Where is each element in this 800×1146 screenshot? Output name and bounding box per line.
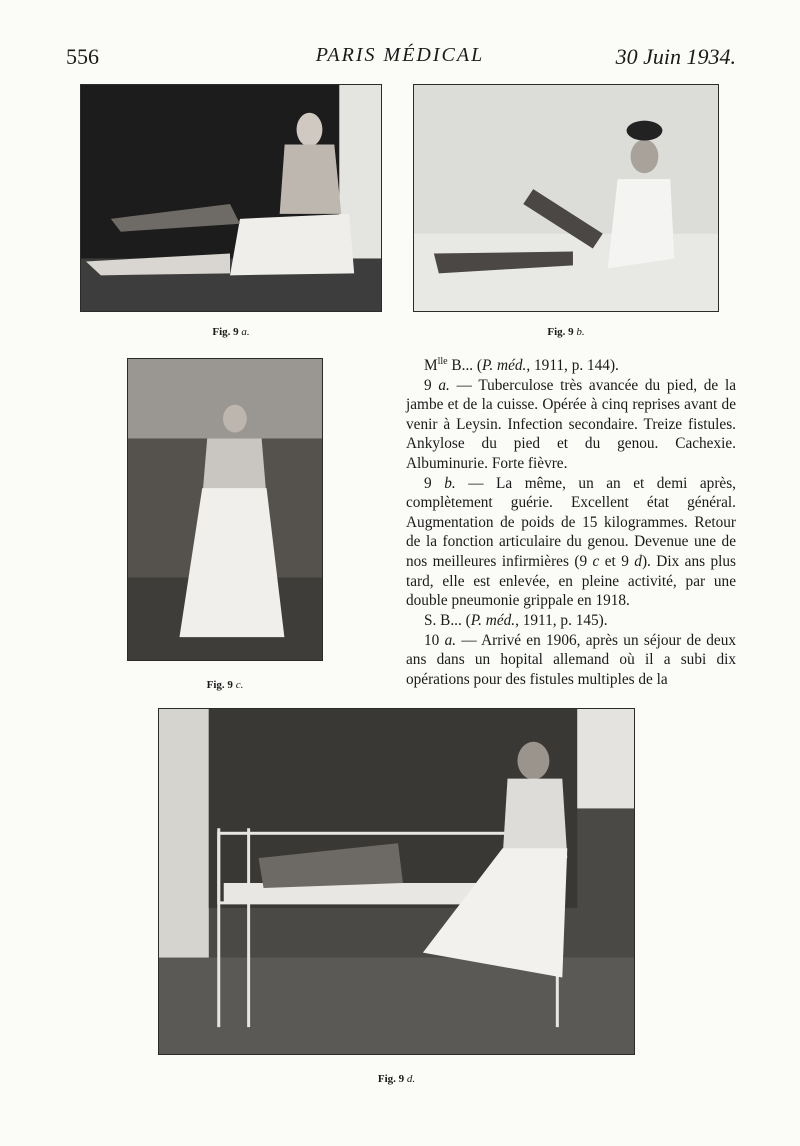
fig-9a-caption: Fig. 9 a. xyxy=(212,326,250,338)
fig-9c-photograph xyxy=(127,358,323,661)
case-1-paragraph-a: 9 a. — Tuberculose très avancée du pied, de la jambe et de la cuisse. Opérée à cinq reprises avant de venir à Leysin. Infection secondaire. Treize fistules. Ankylose du pied et du genou. Cachexie. Albuminurie. Forte fièvre. xyxy=(406,376,736,473)
running-title: PARIS MÉDICAL xyxy=(315,44,485,66)
case-2-paragraph-a: 10 a. — Arrivé en 1906, après un séjour de deux ans dans un hopital allemand où il a subi dix opérations pour des fistules multiples de la xyxy=(406,631,737,688)
fig-9d-photograph xyxy=(158,708,635,1055)
case-2-text xyxy=(406,611,736,689)
fig-9b-photograph xyxy=(413,84,719,312)
fig-9c-caption: Fig. 9 c. xyxy=(206,679,244,691)
fig-9d-caption: Fig. 9 d. xyxy=(377,1073,416,1085)
fig-9b-caption: Fig. 9 b. xyxy=(547,326,585,338)
case-1-text xyxy=(406,352,736,611)
fig-9a-photograph xyxy=(80,84,382,312)
case-1-paragraph-b: 9 b. — La même, un an et demi après, complètement guérie. Excellent état général. Augmentation de poids de 15 kilogrammes. Retour de la fonction articulaire du genou. Devenue une de nos meilleures infirmières (9 c et 9 d). Dix ans plus tard, elle est enlevée, en pleine activité, par une double pneumonie grippale en 1918. xyxy=(406,474,736,610)
issue-date: 30 Juin 1934. xyxy=(615,44,736,69)
case-1-heading: $M^{lle}$ B... (P. méd., 1911, p. 144). xyxy=(424,356,619,375)
page-number: 556 xyxy=(66,44,99,69)
case-2-heading: S. B... (P. méd., 1911, p. 145). xyxy=(424,612,608,629)
